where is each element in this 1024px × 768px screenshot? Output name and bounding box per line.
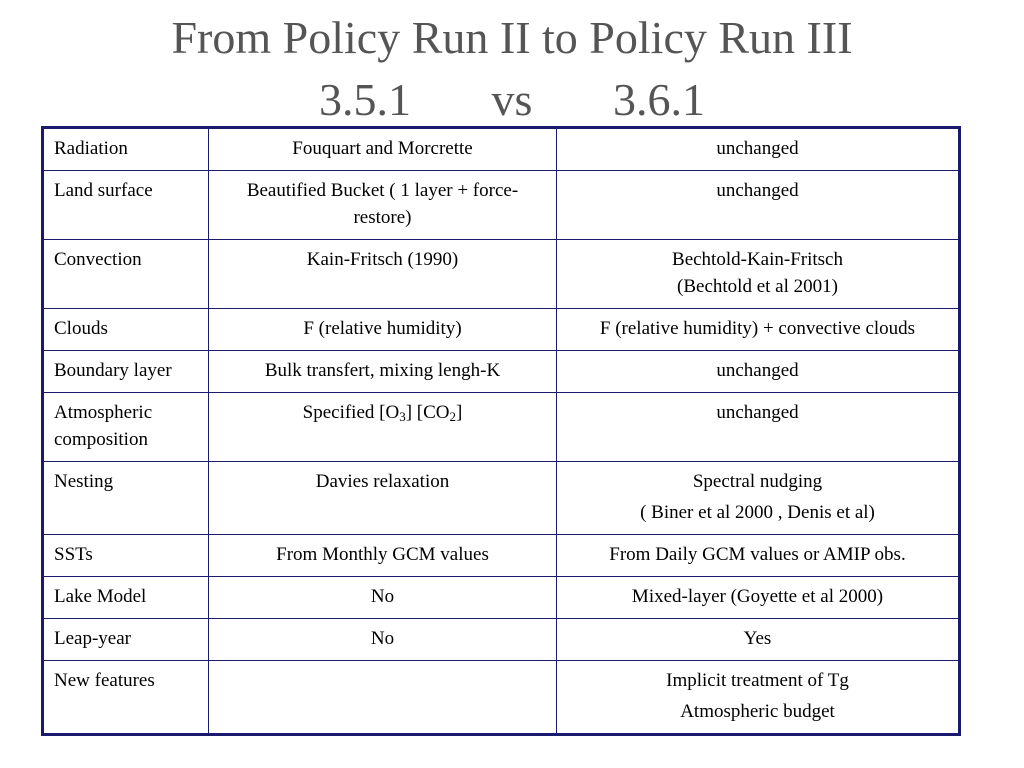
slide-title: From Policy Run II to Policy Run III	[171, 12, 853, 63]
cell-version-3-5-1: Beautified Bucket ( 1 layer + force-restore)	[209, 171, 557, 240]
table-row	[43, 240, 960, 309]
cell-version-3-6-1	[557, 661, 960, 735]
row-label: Atmospheric composition	[43, 393, 209, 462]
cell-version-3-5-1: No	[209, 619, 557, 661]
comparison-table	[41, 126, 961, 736]
row-label: Nesting	[43, 462, 209, 535]
cell-version-3-5-1: No	[209, 577, 557, 619]
table-row	[43, 351, 960, 393]
cell-version-3-6-1: unchanged	[557, 128, 960, 171]
table-row	[43, 171, 960, 240]
cell-version-3-5-1	[209, 661, 557, 735]
cell-text: Specified [O	[302, 402, 400, 423]
cell-version-3-5-1: Davies relaxation	[209, 462, 557, 535]
cell-version-3-6-1	[557, 240, 960, 309]
cell-text: ] [CO	[405, 402, 450, 423]
cell-line: ( Biner et al 2000 , Denis et al)	[640, 502, 875, 523]
table-row	[43, 462, 960, 535]
cell-text: ]	[456, 402, 463, 423]
cell-version-3-6-1	[557, 462, 960, 535]
table-row	[43, 393, 960, 462]
cell-version-3-6-1: unchanged	[557, 351, 960, 393]
cell-version-3-5-1: Bulk transfert, mixing lengh-K	[209, 351, 557, 393]
cell-version-3-6-1: unchanged	[557, 171, 960, 240]
row-label: Leap-year	[43, 619, 209, 661]
table-row	[43, 661, 960, 735]
row-label: Land surface	[43, 171, 209, 240]
row-label: Boundary layer	[43, 351, 209, 393]
row-label: Lake Model	[43, 577, 209, 619]
table-row	[43, 128, 960, 171]
cell-line: (Bechtold et al 2001)	[677, 276, 838, 297]
row-label: New features	[43, 661, 209, 735]
cell-line: Spectral nudging	[692, 471, 823, 492]
cell-version-3-6-1: Yes	[557, 619, 960, 661]
table-row	[43, 535, 960, 577]
cell-line: Implicit treatment of Tg	[666, 670, 849, 691]
table-row	[43, 619, 960, 661]
cell-version-3-6-1: Mixed-layer (Goyette et al 2000)	[557, 577, 960, 619]
cell-version-3-5-1	[209, 393, 557, 462]
row-label: Radiation	[43, 128, 209, 171]
cell-line: Atmospheric budget	[680, 701, 835, 722]
cell-version-3-5-1: Fouquart and Morcrette	[209, 128, 557, 171]
cell-line: Bechtold-Kain-Fritsch	[672, 249, 843, 270]
row-label: SSTs	[43, 535, 209, 577]
table-row	[43, 309, 960, 351]
cell-version-3-5-1: F (relative humidity)	[209, 309, 557, 351]
cell-version-3-5-1: From Monthly GCM values	[209, 535, 557, 577]
cell-version-3-5-1: Kain-Fritsch (1990)	[209, 240, 557, 309]
subscript: 3	[399, 409, 406, 424]
slide-subtitle: 3.5.1 vs 3.6.1	[319, 74, 705, 125]
row-label: Convection	[43, 240, 209, 309]
subscript: 2	[449, 409, 457, 424]
cell-version-3-6-1: F (relative humidity) + convective clouds	[557, 309, 960, 351]
row-label: Clouds	[43, 309, 209, 351]
table-row	[43, 577, 960, 619]
cell-version-3-6-1: From Daily GCM values or AMIP obs.	[557, 535, 960, 577]
cell-version-3-6-1: unchanged	[557, 393, 960, 462]
